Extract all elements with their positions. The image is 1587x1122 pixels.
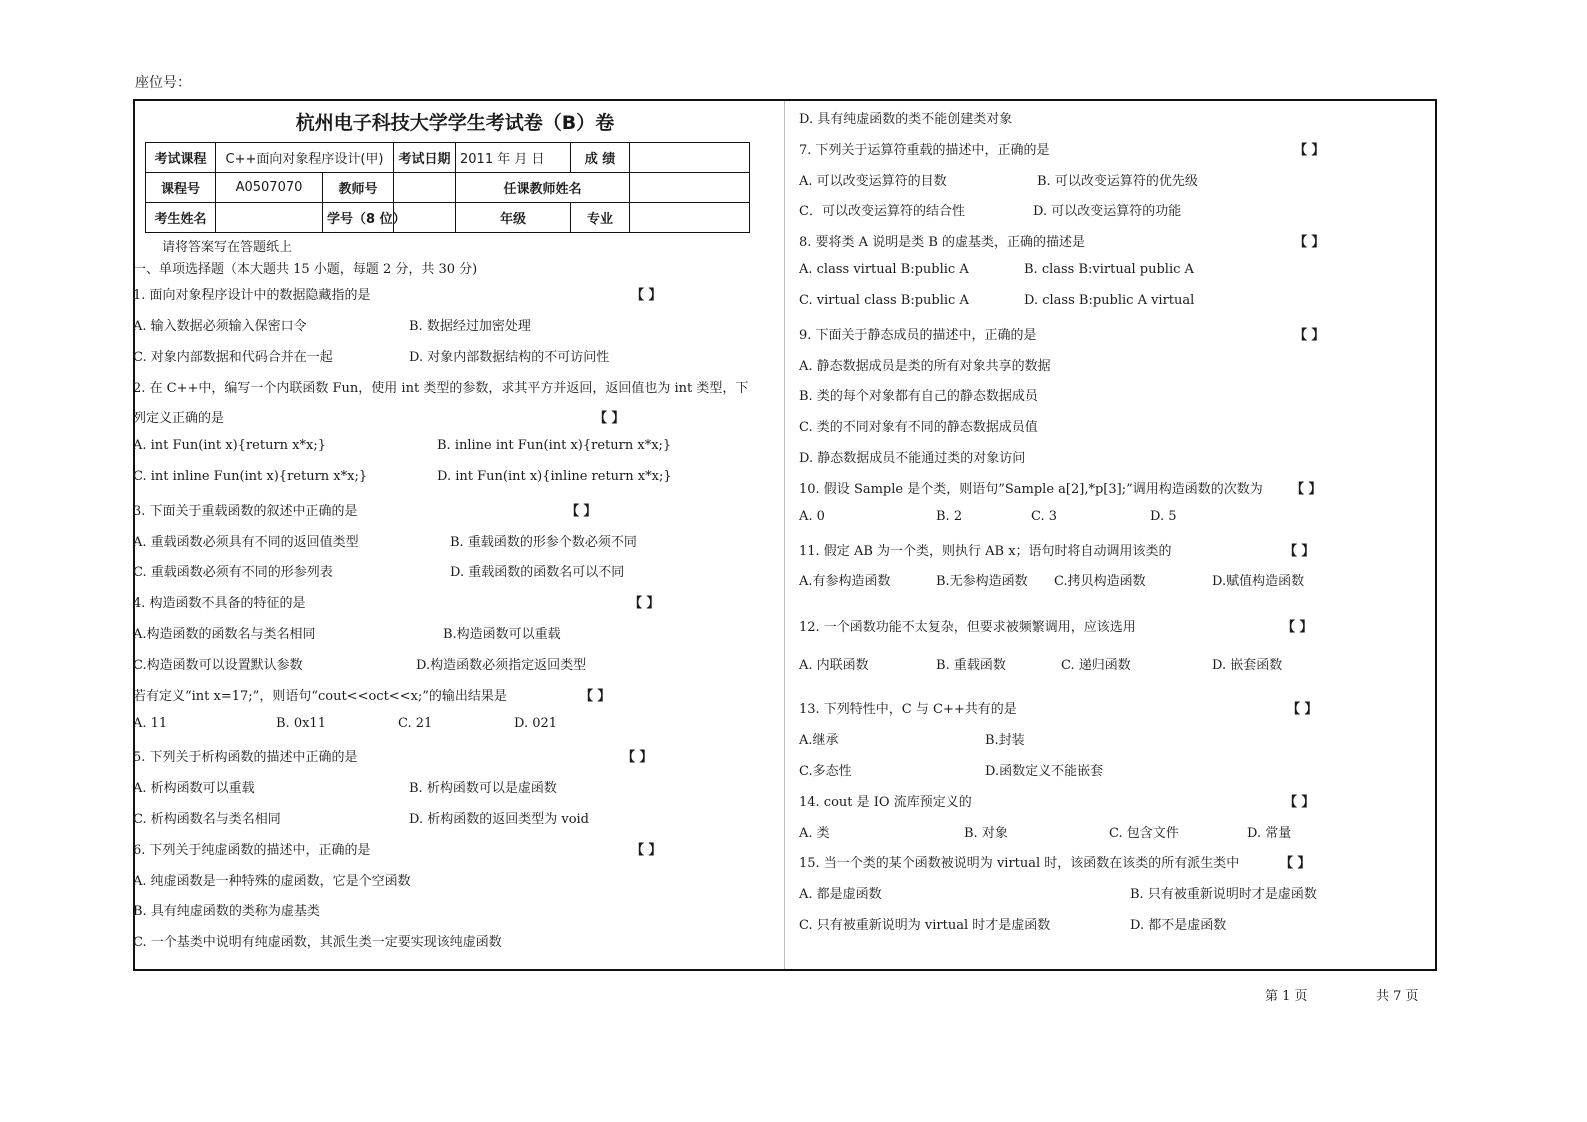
course-no-value: A0507070 xyxy=(216,173,323,203)
q6-option-d: D. 具有纯虚函数的类不能创建类对象 xyxy=(799,112,1013,127)
qu-option-a: A. 11 xyxy=(133,716,168,731)
q2-option-d: D. int Fun(int x){inline return x*x;} xyxy=(437,469,672,484)
column-divider xyxy=(784,101,785,969)
q8-option-a: A. class virtual B:public A xyxy=(799,262,969,277)
answer-bracket[interactable]: 【 】 xyxy=(629,596,660,611)
q15-option-a: A. 都是虚函数 xyxy=(799,887,882,902)
qu-option-b: B. 0x11 xyxy=(276,716,326,731)
q11-option-d: D.赋值构造函数 xyxy=(1212,574,1305,589)
question-4: 4. 构造函数不具备的特征的是 xyxy=(133,596,306,611)
q14-option-d: D. 常量 xyxy=(1247,826,1292,841)
q1-option-b: B. 数据经过加密处理 xyxy=(409,319,531,334)
answer-bracket[interactable]: 【 】 xyxy=(1294,143,1325,158)
answer-bracket[interactable]: 【 】 xyxy=(1284,795,1315,810)
qu-option-d: D. 021 xyxy=(514,716,558,731)
grade-label: 年级 xyxy=(456,203,571,233)
exam-info-table xyxy=(145,142,750,233)
answer-bracket[interactable]: 【 】 xyxy=(580,689,611,704)
student-name-value[interactable] xyxy=(216,203,323,233)
q1-option-a: A. 输入数据必须输入保密口令 xyxy=(133,319,307,334)
q5-option-a: A. 析构函数可以重载 xyxy=(133,781,255,796)
question-2: 2. 在 C++中，编写一个内联函数 Fun，使用 int 类型的参数，求其平方并返回，返回值也为 int 类型，下 xyxy=(133,381,749,396)
question-7: 7. 下列关于运算符重载的描述中，正确的是 xyxy=(799,143,1050,158)
teacher-name-label: 任课教师姓名 xyxy=(456,173,630,203)
major-label: 专业 xyxy=(571,203,630,233)
q12-option-d: D. 嵌套函数 xyxy=(1212,658,1283,673)
q7-option-c: C．可以改变运算符的结合性 xyxy=(799,204,965,219)
teacher-no-value[interactable] xyxy=(394,173,456,203)
q2-option-c: C. int inline Fun(int x){return x*x;} xyxy=(133,469,368,484)
q11-option-c: C.拷贝构造函数 xyxy=(1054,574,1146,589)
answer-bracket[interactable]: 【 】 xyxy=(594,411,625,426)
answer-bracket[interactable]: 【 】 xyxy=(1294,235,1325,250)
course-value: C++面向对象程序设计(甲) xyxy=(216,143,394,173)
q14-option-a: A. 类 xyxy=(799,826,830,841)
answer-bracket[interactable]: 【 】 xyxy=(1291,482,1322,497)
q10-option-a: A. 0 xyxy=(799,509,825,524)
teacher-name-value[interactable] xyxy=(630,173,750,203)
teacher-no-label: 教师号 xyxy=(323,173,394,203)
q4-option-d: D.构造函数必须指定返回类型 xyxy=(416,658,587,673)
question-14: 14. cout 是 IO 流库预定义的 xyxy=(799,795,972,810)
q3-option-c: C. 重载函数必须有不同的形参列表 xyxy=(133,565,333,580)
section-heading: 一、单项选择题（本大题共 15 小题，每题 2 分，共 30 分) xyxy=(133,262,478,277)
q1-option-c: C. 对象内部数据和代码合并在一起 xyxy=(133,350,333,365)
q3-option-b: B. 重载函数的形参个数必须不同 xyxy=(450,535,637,550)
answer-bracket[interactable]: 【 】 xyxy=(1284,544,1315,559)
answer-bracket[interactable]: 【 】 xyxy=(631,288,662,303)
q5-option-b: B. 析构函数可以是虚函数 xyxy=(409,781,557,796)
q9-option-c: C. 类的不同对象有不同的静态数据成员值 xyxy=(799,420,1038,435)
q1-option-d: D. 对象内部数据结构的不可访问性 xyxy=(409,350,610,365)
page-total: 共 7 页 xyxy=(1376,989,1419,1004)
q15-option-d: D. 都不是虚函数 xyxy=(1130,918,1227,933)
q12-option-b: B. 重载函数 xyxy=(936,658,1006,673)
q15-option-b: B. 只有被重新说明时才是虚函数 xyxy=(1130,887,1317,902)
q3-option-a: A. 重载函数必须具有不同的返回值类型 xyxy=(133,535,359,550)
question-2-cont: 列定义正确的是 xyxy=(133,411,225,426)
q8-option-d: D. class B:public A virtual xyxy=(1024,293,1195,308)
q4-option-a: A.构造函数的函数名与类名相同 xyxy=(133,627,316,642)
q6-option-a: A. 纯虚函数是一种特殊的虚函数，它是个空函数 xyxy=(133,874,411,889)
q13-option-d: D.函数定义不能嵌套 xyxy=(985,764,1104,779)
q6-option-c: C. 一个基类中说明有纯虚函数，其派生类一定要实现该纯虚函数 xyxy=(133,935,502,950)
q11-option-a: A.有参构造函数 xyxy=(799,574,891,589)
question-5: 5. 下列关于析构函数的描述中正确的是 xyxy=(133,750,358,765)
student-name-label: 考生姓名 xyxy=(146,203,216,233)
q7-option-d: D. 可以改变运算符的功能 xyxy=(1033,204,1182,219)
score-value[interactable] xyxy=(630,143,750,173)
q13-option-c: C.多态性 xyxy=(799,764,852,779)
q15-option-c: C. 只有被重新说明为 virtual 时才是虚函数 xyxy=(799,918,1051,933)
q14-option-c: C. 包含文件 xyxy=(1109,826,1179,841)
q4-option-b: B.构造函数可以重载 xyxy=(443,627,561,642)
q8-option-c: C. virtual class B:public A xyxy=(799,293,969,308)
course-label: 考试课程 xyxy=(146,143,216,173)
answer-bracket[interactable]: 【 】 xyxy=(631,843,662,858)
answer-note: 请将答案写在答题纸上 xyxy=(162,240,293,255)
q7-option-b: B. 可以改变运算符的优先级 xyxy=(1037,174,1198,189)
exam-date-value: 2011 年 月 日 xyxy=(456,143,571,173)
question-13: 13. 下列特性中，C 与 C++共有的是 xyxy=(799,702,1017,717)
q10-option-d: D. 5 xyxy=(1150,509,1177,524)
q3-option-d: D. 重载函数的函数名可以不同 xyxy=(450,565,625,580)
q7-option-a: A. 可以改变运算符的目数 xyxy=(799,174,947,189)
q10-option-b: B. 2 xyxy=(936,509,963,524)
question-1: 1. 面向对象程序设计中的数据隐藏指的是 xyxy=(133,288,371,303)
answer-bracket[interactable]: 【 】 xyxy=(1287,702,1318,717)
q13-option-a: A.继承 xyxy=(799,733,839,748)
question-3: 3. 下面关于重载函数的叙述中正确的是 xyxy=(133,504,358,519)
q14-option-b: B. 对象 xyxy=(964,826,1008,841)
q11-option-b: B.无参构造函数 xyxy=(936,574,1028,589)
q10-option-c: C. 3 xyxy=(1031,509,1058,524)
answer-bracket[interactable]: 【 】 xyxy=(1282,620,1313,635)
student-id-label: 学号（8 位） xyxy=(323,203,394,233)
exam-date-label: 考试日期 xyxy=(394,143,456,173)
page-number: 第 1 页 xyxy=(1265,989,1308,1004)
exam-title: 杭州电子科技大学学生考试卷（B）卷 xyxy=(295,112,615,134)
score-label: 成 绩 xyxy=(571,143,630,173)
q5-option-c: C. 析构函数名与类名相同 xyxy=(133,812,281,827)
q12-option-a: A. 内联函数 xyxy=(799,658,869,673)
question-9: 9. 下面关于静态成员的描述中，正确的是 xyxy=(799,328,1037,343)
question-8: 8. 要将类 A 说明是类 B 的虚基类，正确的描述是 xyxy=(799,235,1086,250)
q9-option-a: A. 静态数据成员是类的所有对象共享的数据 xyxy=(799,359,1051,374)
seat-number-label: 座位号： xyxy=(135,75,191,91)
question-11: 11. 假定 AB 为一个类，则执行 AB x；语句时将自动调用该类的 xyxy=(799,544,1172,559)
question-12: 12. 一个函数功能不太复杂，但要求被频繁调用，应该选用 xyxy=(799,620,1136,635)
question-15: 15. 当一个类的某个函数被说明为 virtual 时，该函数在该类的所有派生类中 xyxy=(799,856,1240,871)
major-value[interactable] xyxy=(630,203,750,233)
answer-bracket[interactable]: 【 】 xyxy=(1280,856,1311,871)
course-no-label: 课程号 xyxy=(146,173,216,203)
q6-option-b: B. 具有纯虚函数的类称为虚基类 xyxy=(133,904,320,919)
q2-option-b: B. inline int Fun(int x){return x*x;} xyxy=(437,438,672,453)
q8-option-b: B. class B:virtual public A xyxy=(1024,262,1194,277)
q13-option-b: B.封装 xyxy=(985,733,1025,748)
qu-option-c: C. 21 xyxy=(398,716,433,731)
q9-option-b: B. 类的每个对象都有自己的静态数据成员 xyxy=(799,389,1038,404)
q12-option-c: C. 递归函数 xyxy=(1061,658,1131,673)
question-6: 6. 下列关于纯虚函数的描述中，正确的是 xyxy=(133,843,371,858)
answer-bracket[interactable]: 【 】 xyxy=(1294,328,1325,343)
answer-bracket[interactable]: 【 】 xyxy=(622,750,653,765)
q2-option-a: A. int Fun(int x){return x*x;} xyxy=(133,438,326,453)
question-10: 10. 假设 Sample 是个类，则语句”Sample a[2],*p[3];”调用构造函数的次数为 xyxy=(799,482,1263,497)
q5-option-d: D. 析构函数的返回类型为 void xyxy=(409,812,590,827)
q9-option-d: D. 静态数据成员不能通过类的对象访问 xyxy=(799,451,1026,466)
answer-bracket[interactable]: 【 】 xyxy=(566,504,597,519)
q4-option-c: C.构造函数可以设置默认参数 xyxy=(133,658,303,673)
question-unnumbered: 若有定义“int x=17;”，则语句“cout<<oct<<x;”的输出结果是 xyxy=(133,689,507,704)
